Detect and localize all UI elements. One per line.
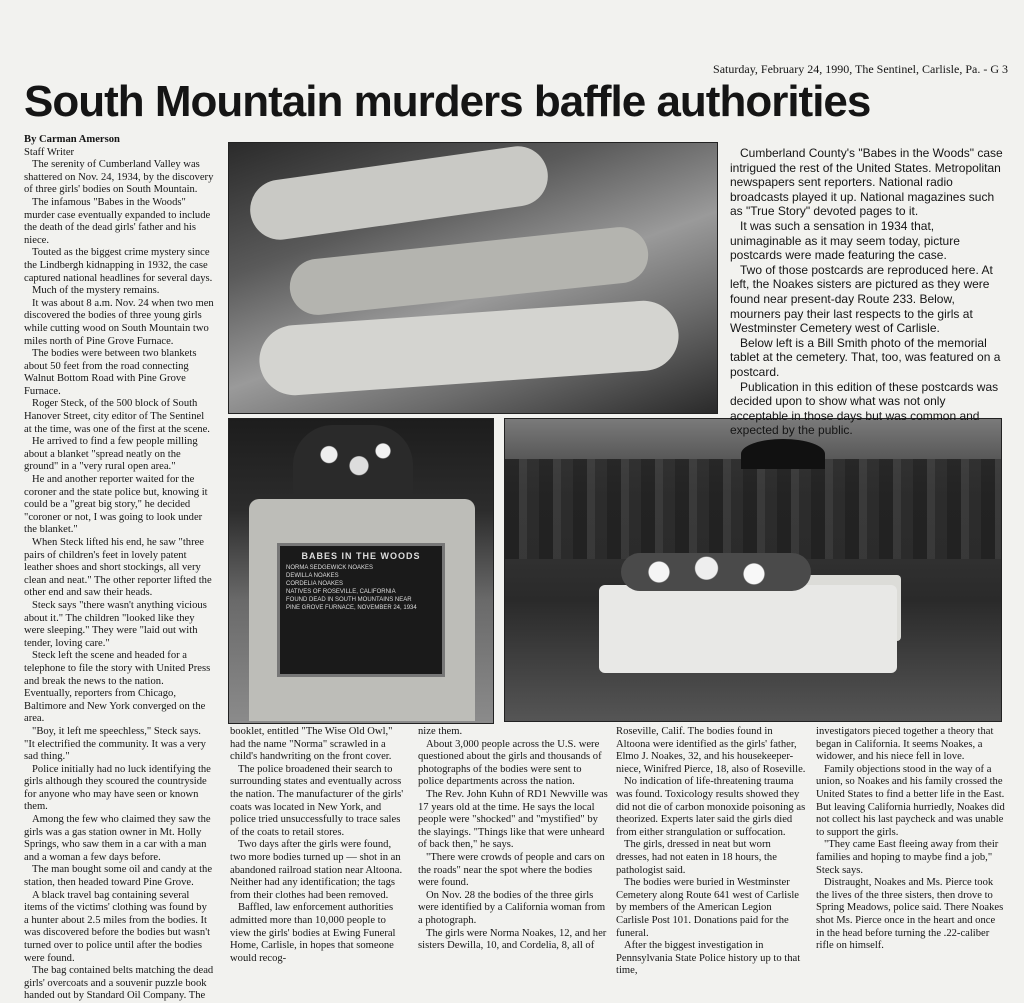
column-2 [230, 726, 408, 965]
paragraph: He arrived to find a few people milling about a blanket "spread neatly on the ground" in a "very rural open area." [24, 436, 198, 473]
paragraph: Baffled, law enforcement authorities admitted more than 10,000 people to view the girls' bodies at Ewing Funeral Home, Carlisle, in hopes that someone would recog- [230, 902, 396, 964]
paragraph: "They came East fleeing away from their families and hoping to maybe find a job," Steck says. [816, 839, 999, 876]
dateline: Saturday, February 24, 1990, The Sentinel, Carlisle, Pa. - G 3 [713, 62, 1008, 76]
paragraph: The bodies were buried in Westminster Cemetery along Route 641 west of Carlisle by members of the American Legion Carlisle Post 101. Donations paid for the funeral. [616, 877, 799, 939]
paragraph: Among the few who claimed they saw the girls was a gas station owner in Mt. Holly Springs, who saw them in a car with a man and a woman a few days before. [24, 814, 211, 863]
postcard-photo-bodies [228, 142, 718, 414]
byline: By Carman Amerson [24, 134, 120, 145]
paragraph: He and another reporter waited for the coroner and the state police but, knowing it could be a "great big story," he decided "coroner or not, I was going to look under the blanket." [24, 474, 208, 536]
paragraph: booklet, entitled "The Wise Old Owl," had the name "Norma" scrawled in a child's handwriting on the front cover. [230, 726, 393, 763]
paragraph: Two days after the girls were found, two more bodies turned up — shot in an abandoned railroad station near Altoona. Neither had any identification; the tags from their clothes had been removed. [230, 839, 403, 901]
mourners [505, 459, 1001, 559]
paragraph: Distraught, Noakes and Ms. Pierce took the lives of the three sisters, then drove to Spring Meadows, police said. There Noakes shot Ms. Pierce once in the heart and once in the head before turning the .22-caliber rifle on himself. [816, 877, 1004, 952]
umbrella [741, 439, 825, 469]
plaque-line: DEWILLA NOAKES [286, 573, 339, 579]
paragraph: About 3,000 people across the U.S. were questioned about the girls and thousands of photographs of the bodies were sent to police departments across the nation. [418, 738, 602, 788]
paragraph: Family objections stood in the way of a union, so Noakes and his family crossed the United States to find a better life in the East. But leaving California hurriedly, Noakes did not collect his last paycheck and was unable to support the girls. [816, 763, 1005, 838]
paragraph: Touted as the biggest crime mystery since the Lindbergh kidnapping in 1932, the case captured national headlines for several days. [24, 247, 213, 284]
plaque-line: FOUND DEAD IN SOUTH MOUNTAINS NEAR [286, 597, 412, 603]
paragraph: The infamous "Babes in the Woods" murder case eventually expanded to include the death of the dead girls' father and his niece. [24, 196, 211, 246]
column-3 [418, 726, 608, 953]
plaque-line: CORDELIA NOAKES [286, 581, 344, 587]
flower-spray [621, 553, 811, 591]
caption-paragraph: Cumberland County's "Babes in the Woods" case intrigued the rest of the United States. Metropolitan newspapers sent reporters. National radio broadcasts played it up. National magazines such as "True Story" devoted pages to it. [730, 146, 1003, 219]
paragraph: The bag contained belts matching the dead girls' overcoats and a souvenir puzzle book handed out by Standard Oil Company. The [24, 965, 214, 1002]
paragraph: Much of the mystery remains. [32, 285, 160, 297]
paragraph: Police initially had no luck identifying the girls although they scoured the countryside for anyone who may have seen or known them. [24, 763, 211, 813]
paragraph: The girls were Norma Noakes, 12, and her sisters Dewilla, 10, and Cordelia, 8, all of [418, 927, 607, 952]
paragraph: The Rev. John Kuhn of RD1 Newville was 17 years old at the time. He says the local people were "shocked" and "mystified" by the slayings. "Things like that were unheard of back then," he says. [418, 788, 608, 851]
paragraph: nize them. [418, 726, 463, 737]
caption-paragraph: It was such a sensation in 1934 that, unimaginable as it may seem today, picture postcards were made featuring the case. [730, 218, 960, 263]
casket [599, 585, 897, 673]
photo-caption [730, 146, 1006, 438]
paragraph: When Steck lifted his end, he saw "three pairs of children's feet in lovely patent leather shoes and short stockings, all very clean and neat." The other reporter lifted the other end and saw their heads. [24, 537, 212, 599]
paragraph: The girls, dressed in neat but worn dresses, had not eaten in 18 hours, the pathologist said. [616, 839, 777, 876]
paragraph: "There were crowds of people and cars on the roads" near the spot where the bodies were found. [418, 851, 605, 889]
plaque-line: NORMA SEDGEWICK NOAKES [286, 565, 374, 571]
headline: South Mountain murders baffle authorities [24, 77, 871, 126]
paragraph: Steck says "there wasn't anything vicious about it." The children "looked like they were sleeping." They were "laid out with tender, loving care." [24, 599, 207, 649]
paragraph: After the biggest investigation in Pennsylvania State Police history up to that time, [616, 940, 801, 977]
funeral-photo [504, 418, 1002, 722]
column-4 [616, 726, 806, 978]
memorial-plaque [277, 543, 445, 677]
plaque-line: NATIVES OF ROSEVILLE, CALIFORNIA [286, 589, 396, 595]
paragraph: The bodies were between two blankets about 50 feet from the road connecting Walnut Bottom Road with Pine Grove Furnace. [24, 348, 197, 397]
staff-writer: Staff Writer [24, 146, 75, 158]
paragraph: It was about 8 a.m. Nov. 24 when two men discovered the bodies of three young girls while cutting wood on South Mountain two miles north of Pine Grove Furnace. [24, 297, 214, 347]
paragraph: Steck left the scene and headed for a telephone to file the story with United Press and break the news to the nation. Eventually, reporters from Chicago, Baltimore and New York converged on the area. [24, 650, 211, 725]
flowers [293, 425, 413, 499]
paragraph: The serenity of Cumberland Valley was shattered on Nov. 24, 1934, by the discovery of three girls' bodies on South Mountain. [24, 159, 214, 196]
paragraph: "Boy, it left me speechless," Steck says. "It electrified the community. It was a very sad thing." [24, 725, 206, 763]
paragraph: Roger Steck, of the 500 block of South Hanover Street, city editor of The Sentinel at the time, was one of the first at the scene. [24, 398, 210, 435]
paragraph: The police broadened their search to surrounding states and eventually across the nation. The manufacturer of the girls' coats was located in New York, and police tried unsuccessfully to trace sales of the coats to retail stores. [230, 763, 404, 838]
paragraph: Roseville, Calif. The bodies found in Altoona were identified as the girls' father, Elmo J. Noakes, 32, and his housekeeper-niece, Winifred Pierce, 18, also of Roseville. [616, 726, 806, 775]
caption-paragraph: Two of those postcards are reproduced here. At left, the Noakes sisters are pictured as they were found near present-day Route 233. Below, mourners pay their last respects to the girls at Westminster Cemetery west of Carlisle. [730, 262, 993, 336]
column-5 [816, 726, 1006, 953]
caption-paragraph: Below left is a Bill Smith photo of the memorial tablet at the cemetery. That, too, was featured on a postcard. [730, 335, 1001, 379]
caption-paragraph: Publication in this edition of these postcards was decided upon to show what was not only acceptable in those days but was common and expected by the public. [730, 379, 999, 438]
paragraph: investigators pieced together a theory that began in California. It seems Noakes, a widower, and his niece fell in love. [816, 726, 994, 763]
paragraph: On Nov. 28 the bodies of the three girls were identified by a California woman from a photograph. [418, 889, 606, 926]
paragraph: No indication of life-threatening trauma was found. Toxicology results showed they did not die of carbon monoxide poisoning as theorized. Experts later said the girls died from either strangulation or suffocation. [616, 776, 806, 838]
plaque-title: BABES IN THE WOODS [301, 551, 421, 561]
paragraph: A black travel bag containing several items of the victims' clothing was found by a hunter about 2.5 miles from the bodies. It was discovered before the bodies but wasn't turned over to police until after the bodies were found. [24, 889, 211, 964]
memorial-tablet-photo [228, 418, 494, 724]
plaque-line: PINE GROVE FURNACE, NOVEMBER 24, 1934 [286, 605, 417, 611]
paragraph: The man bought some oil and candy at the station, then headed toward Pine Grove. [24, 864, 213, 889]
column-1 [24, 134, 214, 1003]
